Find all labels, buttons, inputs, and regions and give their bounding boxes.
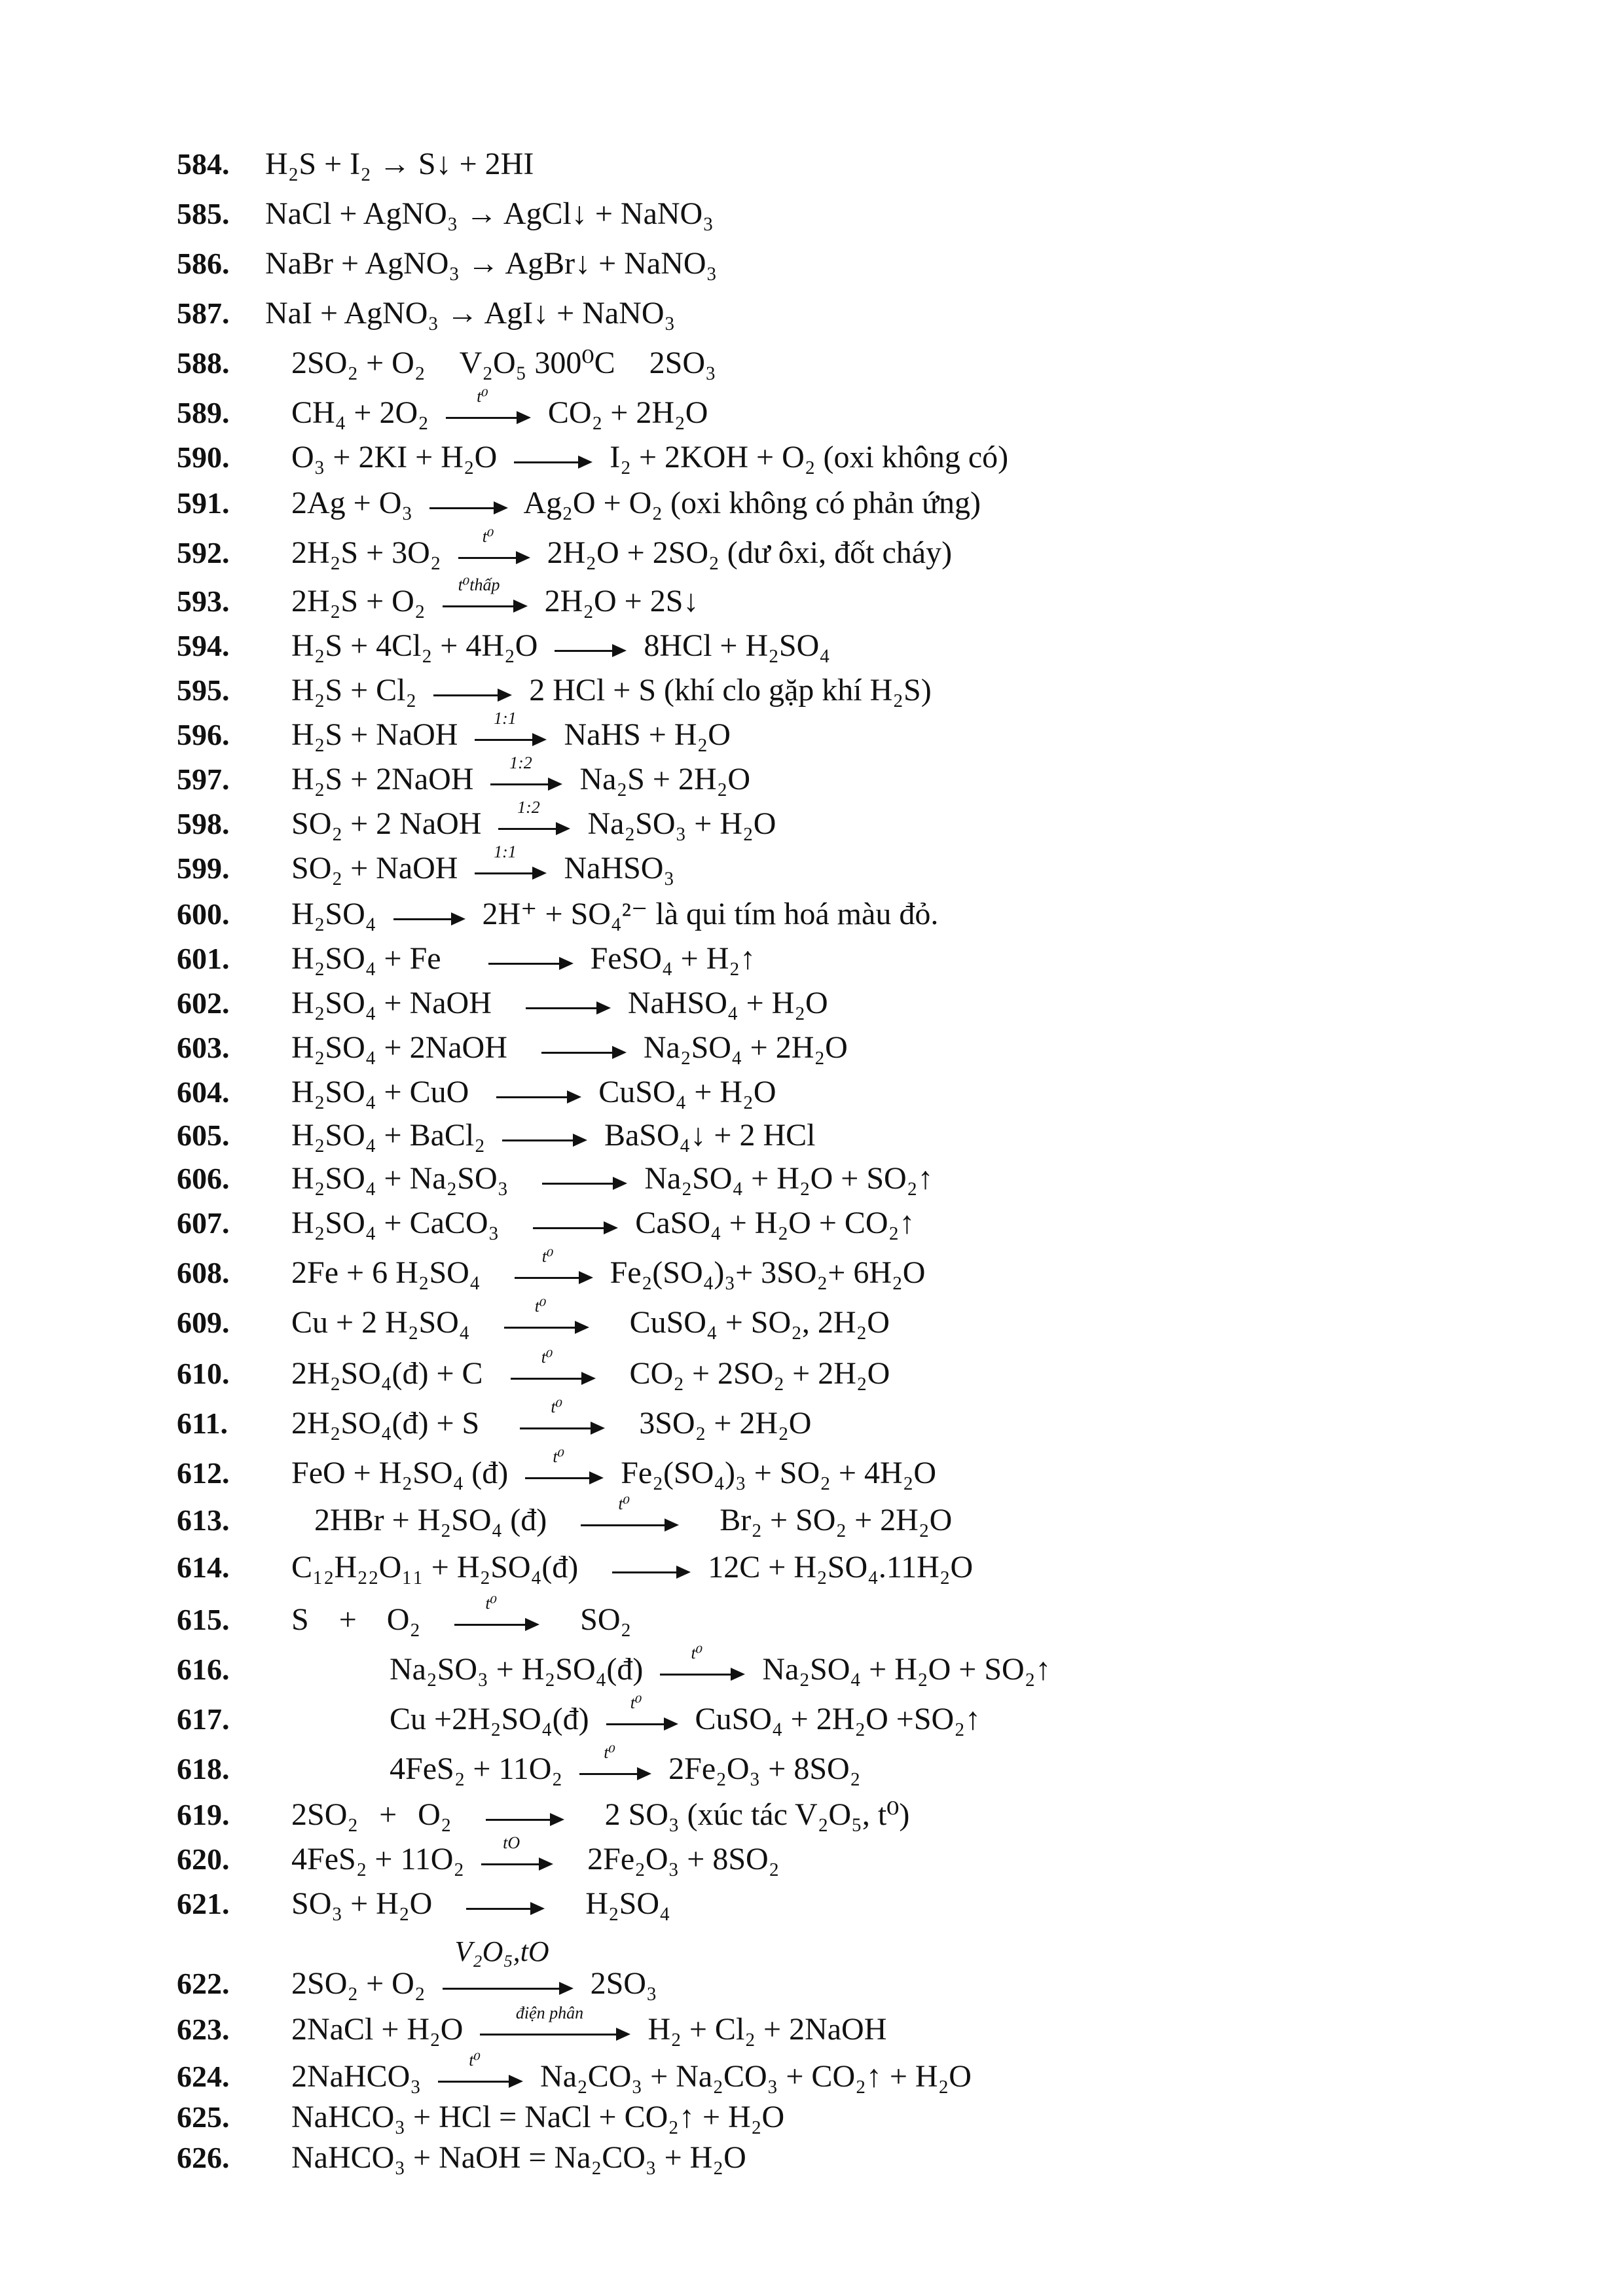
- equation-text: [291, 2135, 746, 2181]
- equation-text: [314, 1494, 953, 1543]
- reaction-arrow-icon: [526, 993, 611, 1019]
- equation-left: NaCl + AgNO₃: [265, 196, 458, 231]
- arrow-condition: t⁰: [630, 1693, 642, 1712]
- equation-row-619: [177, 1792, 1486, 1838]
- reaction-arrow-icon: [533, 1213, 618, 1239]
- reaction-arrow-icon: [579, 1742, 651, 1785]
- reaction-arrow-icon: [454, 1593, 539, 1636]
- equation-right: H₂SO₄: [585, 1886, 670, 1921]
- equation-row-596: [177, 708, 1486, 758]
- equation-number: 605.: [177, 1119, 230, 1152]
- equation-row-618: [177, 1742, 1486, 1792]
- equation-row-622: [177, 1935, 1486, 2007]
- equation-right: CO₂ + 2SO₂ + 2H₂O: [629, 1356, 890, 1391]
- equation-row-602: [177, 980, 1486, 1026]
- equation-text: [291, 340, 716, 386]
- arrow-condition: t⁰thấp: [458, 575, 500, 594]
- equation-number: 618.: [177, 1752, 230, 1785]
- equation-number: 625.: [177, 2100, 230, 2134]
- equation-row-601: [177, 936, 1486, 982]
- equation-text: [390, 1643, 1051, 1693]
- equation-condition: V₂O₅ 300⁰C: [459, 346, 615, 380]
- equation-text: [291, 1347, 890, 1397]
- equation-row-614: [177, 1545, 1486, 1590]
- equation-left: 2H₂S + O₂: [291, 584, 426, 619]
- equation-row-623: [177, 2003, 1486, 2053]
- equation-left: 2SO₂ + O₂: [291, 346, 426, 380]
- equation-row-592: [177, 526, 1486, 576]
- equation-row-626: [177, 2135, 1486, 2181]
- equation-text: [291, 891, 938, 937]
- equation-right: Fe₂(SO₄)₃ + SO₂ + 4H₂O: [621, 1456, 937, 1490]
- equation-left: NaHCO₃ + HCl = NaCl + CO₂↑ + H₂O: [291, 2100, 785, 2134]
- reaction-arrow-icon: [490, 753, 562, 795]
- equation-right: Br₂ + SO₂ + 2H₂O: [720, 1503, 953, 1537]
- equation-text: [291, 936, 756, 982]
- equation-row-613: [177, 1494, 1486, 1543]
- equation-text: [291, 1200, 915, 1246]
- equation-arrow-glyph: →: [467, 246, 500, 281]
- equation-right: NaHS + H₂O: [564, 717, 731, 752]
- equation-left: NaI + AgNO₃: [265, 296, 439, 331]
- equation-text: [291, 1296, 890, 1346]
- equation-row-595: [177, 668, 1486, 713]
- equation-left: NaHCO₃ + NaOH = Na₂CO₃ + H₂O: [291, 2140, 746, 2175]
- equation-right: Na₂SO₃ + H₂O: [587, 806, 776, 841]
- equation-number: 594.: [177, 629, 230, 662]
- arrow-condition: t⁰: [482, 526, 494, 546]
- equation-text: [291, 1397, 812, 1446]
- arrow-condition: t⁰: [541, 1246, 554, 1266]
- equation-left: H₂S + I₂: [265, 147, 371, 181]
- equation-left: 2H₂SO₄(đ) + C: [291, 1356, 483, 1391]
- equation-right: 2Fe₂O₃ + 8SO₂: [587, 1842, 780, 1876]
- equation-left: 2Ag + O₃: [291, 486, 413, 520]
- equation-number: 610.: [177, 1357, 230, 1390]
- equation-text: [291, 1545, 973, 1590]
- reaction-arrow-icon: [515, 1246, 593, 1289]
- equation-left: NaBr + AgNO₃: [265, 246, 460, 281]
- arrow-condition: t⁰: [618, 1494, 630, 1513]
- reaction-arrow-icon: [542, 1168, 627, 1194]
- equation-right: Na₂SO₄ + 2H₂O: [643, 1030, 848, 1065]
- equation-arrow-glyph: →: [465, 196, 498, 231]
- equation-number: 613.: [177, 1503, 230, 1537]
- reaction-arrow-icon: [525, 1446, 604, 1489]
- arrow-condition: 1:1: [494, 842, 517, 861]
- equation-left: H₂SO₄ + Na₂SO₃: [291, 1161, 509, 1196]
- arrow-condition: t⁰: [553, 1446, 565, 1466]
- equation-left: SO₂ + NaOH: [291, 851, 458, 886]
- reaction-arrow-icon: [498, 797, 570, 840]
- equation-row-590: [177, 435, 1486, 480]
- equation-arrow-glyph: →: [378, 147, 410, 181]
- equation-number: 619.: [177, 1798, 230, 1831]
- reaction-arrow-icon: [504, 1296, 589, 1338]
- equation-right: FeSO₄ + H₂↑: [590, 941, 756, 976]
- equation-right: CO₂ + 2H₂O: [547, 395, 708, 430]
- equation-right: 2H₂O + 2S↓: [544, 584, 699, 619]
- equation-row-616: [177, 1643, 1486, 1693]
- equation-row-587: [177, 291, 1486, 336]
- equation-number: 609.: [177, 1306, 230, 1339]
- equation-left: H₂S + 4Cl₂ + 4H₂O: [291, 628, 538, 663]
- equation-row-606: [177, 1156, 1486, 1202]
- equation-number: 589.: [177, 396, 230, 429]
- equation-arrow-glyph: →: [447, 296, 479, 331]
- equation-number: 623.: [177, 2013, 230, 2046]
- arrow-condition: t⁰: [551, 1397, 563, 1416]
- reaction-arrow-icon: [475, 708, 547, 751]
- arrow-condition: t⁰: [604, 1742, 615, 1762]
- equation-right: 8HCl + H₂SO₄: [644, 628, 830, 663]
- equation-right: Na₂S + 2H₂O: [579, 762, 750, 797]
- equation-right: AgI↓ + NaNO₃: [484, 296, 676, 331]
- equation-right: CuSO₄ + SO₂, 2H₂O: [629, 1305, 890, 1340]
- equation-number: 622.: [177, 1967, 230, 2000]
- equation-row-591: [177, 480, 1486, 526]
- equation-left: H₂SO₄ + Fe: [291, 941, 441, 976]
- equation-text: [291, 1593, 632, 1643]
- equation-number: 588.: [177, 346, 230, 380]
- equation-left: H₂S + Cl₂: [291, 673, 417, 708]
- reaction-arrow-icon: [466, 1893, 545, 1920]
- equation-text: [291, 842, 675, 891]
- equation-number: 598.: [177, 807, 230, 840]
- equation-text: [291, 980, 828, 1026]
- equation-right: Na₂CO₃ + Na₂CO₃ + CO₂↑ + H₂O: [540, 2059, 972, 2094]
- equation-row-585: [177, 191, 1486, 237]
- reaction-arrow-icon: [475, 842, 547, 884]
- reaction-arrow-icon: [393, 904, 465, 930]
- equation-right: S↓ + 2HI: [418, 147, 534, 181]
- equation-number: 587.: [177, 296, 230, 330]
- equation-text: [291, 753, 750, 802]
- equation-text: [291, 2050, 972, 2100]
- equation-left: O₃ + 2KI + H₂O: [291, 440, 498, 475]
- equation-row-607: [177, 1200, 1486, 1246]
- equation-number: 592.: [177, 536, 230, 569]
- equation-number: 593.: [177, 584, 230, 618]
- equation-left: H₂SO₄ + CuO: [291, 1075, 469, 1109]
- equation-left: 2NaCl + H₂O: [291, 2012, 464, 2047]
- equation-number: 620.: [177, 1842, 230, 1876]
- arrow-condition: t⁰: [477, 386, 488, 406]
- equation-right: 2 HCl + S (khí clo gặp khí H₂S): [529, 673, 932, 708]
- equation-text: [291, 1446, 937, 1496]
- equation-number: 599.: [177, 852, 230, 885]
- arrow-condition: 1:2: [517, 797, 540, 817]
- equation-row-608: [177, 1246, 1486, 1296]
- equation-left: 4FeS₂ + 11O₂: [390, 1751, 563, 1786]
- equation-number: 617.: [177, 1702, 230, 1736]
- reaction-arrow-icon: [438, 2050, 523, 2092]
- equation-row-597: [177, 753, 1486, 802]
- equation-text: [291, 435, 1008, 480]
- equation-number: 602.: [177, 986, 230, 1020]
- equation-right: 2H⁺ + SO₄²⁻ là qui tím hoá màu đỏ.: [482, 897, 939, 931]
- equation-text: [390, 1742, 861, 1792]
- reaction-arrow-icon: [486, 1804, 564, 1831]
- arrow-condition: 1:1: [494, 708, 517, 728]
- equation-number: 607.: [177, 1206, 230, 1240]
- equation-right: AgCl↓ + NaNO₃: [503, 196, 714, 231]
- equation-row-609: [177, 1296, 1486, 1346]
- equation-right: BaSO₄↓ + 2 HCl: [604, 1118, 816, 1153]
- equation-text: [291, 575, 699, 624]
- equation-left: SO₃ + H₂O: [291, 1886, 433, 1921]
- equation-number: 614.: [177, 1551, 230, 1584]
- equation-row-600: [177, 891, 1486, 937]
- equation-left: CH₄ + 2O₂: [291, 395, 429, 430]
- equation-number: 611.: [177, 1407, 228, 1440]
- equation-row-620: [177, 1833, 1486, 1882]
- equation-number: 596.: [177, 718, 230, 751]
- equation-left: H₂S + 2NaOH: [291, 762, 474, 797]
- equation-left: H₂SO₄ + CaCO₃: [291, 1206, 500, 1240]
- reaction-arrow-icon: [612, 1557, 691, 1583]
- equation-text: [291, 2003, 887, 2053]
- equation-number: 624.: [177, 2060, 230, 2093]
- equation-number: 590.: [177, 440, 230, 474]
- equation-row-605: [177, 1113, 1486, 1158]
- arrow-condition: tO: [503, 1833, 520, 1852]
- equation-text: [291, 668, 932, 713]
- equation-row-611: [177, 1397, 1486, 1446]
- equation-number: 603.: [177, 1031, 230, 1064]
- equation-right: I₂ + 2KOH + O₂ (oxi không có): [610, 440, 1009, 475]
- equation-right: Na₂SO₄ + H₂O + SO₂↑: [762, 1652, 1051, 1687]
- equation-right: Na₂SO₄ + H₂O + SO₂↑: [644, 1161, 934, 1196]
- equation-right: 2SO₃: [649, 346, 716, 380]
- equation-left: 2H₂S + 3O₂: [291, 535, 441, 570]
- equation-number: 604.: [177, 1075, 230, 1109]
- equation-right: 2Fe₂O₃ + 8SO₂: [668, 1751, 861, 1786]
- equation-left: SO₂ + 2 NaOH: [291, 806, 482, 841]
- reaction-arrow-icon: [581, 1494, 679, 1536]
- reaction-arrow-icon: [446, 386, 531, 429]
- equation-text: [291, 797, 776, 847]
- equation-right: AgBr↓ + NaNO₃: [505, 246, 718, 281]
- equation-right: CaSO₄ + H₂O + CO₂↑: [635, 1206, 915, 1240]
- equation-right: H₂ + Cl₂ + 2NaOH: [647, 2012, 887, 2047]
- equation-left: 4FeS₂ + 11O₂: [291, 1842, 465, 1876]
- reaction-arrow-icon: [511, 1347, 596, 1390]
- equation-left: 2SO₂ + O₂: [291, 1797, 452, 1832]
- equation-left: Cu +2H₂SO₄(đ): [390, 1702, 589, 1736]
- equation-left: Na₂SO₃ + H₂SO₄(đ): [390, 1652, 644, 1687]
- equation-text: [265, 241, 717, 287]
- equation-number: 606.: [177, 1162, 230, 1195]
- reaction-arrow-icon: [660, 1643, 745, 1685]
- equation-row-584: [177, 141, 1486, 187]
- equation-left: 2HBr + H₂SO₄ (đ): [314, 1503, 547, 1537]
- arrow-condition: t⁰: [485, 1593, 497, 1613]
- equation-row-586: [177, 241, 1486, 287]
- equation-number: 591.: [177, 486, 230, 520]
- equation-right: 2H₂O + 2SO₂ (dư ôxi, đốt cháy): [547, 535, 953, 570]
- equation-number: 586.: [177, 247, 230, 280]
- equation-number: 595.: [177, 673, 230, 707]
- reaction-arrow-icon: [443, 1935, 574, 2000]
- equation-text: [291, 1069, 776, 1115]
- equation-text: [291, 1833, 780, 1882]
- reaction-arrow-icon: [520, 1397, 605, 1439]
- equation-text: [265, 191, 714, 237]
- equation-text: [265, 141, 534, 187]
- equation-row-615: [177, 1593, 1486, 1643]
- equation-row-598: [177, 797, 1486, 847]
- equation-left: H₂SO₄: [291, 897, 376, 931]
- equation-text: [291, 623, 830, 669]
- equation-text: [265, 291, 675, 336]
- reaction-arrow-icon: [429, 493, 508, 519]
- equation-row-617: [177, 1693, 1486, 1742]
- equation-text: [291, 1935, 657, 2007]
- equation-text: [291, 480, 981, 526]
- arrow-condition: 1:2: [509, 753, 532, 772]
- equation-row-603: [177, 1025, 1486, 1071]
- arrow-condition: t⁰: [691, 1643, 703, 1662]
- equation-number: 615.: [177, 1603, 230, 1636]
- reaction-arrow-icon: [502, 1125, 587, 1151]
- reaction-arrow-icon: [606, 1693, 678, 1735]
- equation-row-612: [177, 1446, 1486, 1496]
- equation-left: 2SO₂ + O₂: [291, 1966, 426, 2001]
- reaction-arrow-icon: [555, 636, 627, 662]
- equation-row-625: [177, 2094, 1486, 2140]
- equation-number: 585.: [177, 197, 230, 230]
- equation-row-593: [177, 575, 1486, 624]
- equation-text: [390, 1693, 981, 1742]
- equation-number: 608.: [177, 1256, 230, 1289]
- equation-text: [291, 708, 731, 758]
- equation-left: H₂SO₄ + BaCl₂: [291, 1118, 485, 1153]
- equation-right: 12C + H₂SO₄.11H₂O: [708, 1550, 974, 1585]
- reaction-arrow-icon: [443, 575, 528, 617]
- equation-row-621: [177, 1881, 1486, 1927]
- equation-text: [291, 1025, 848, 1071]
- equation-text: [291, 1113, 815, 1158]
- reaction-arrow-icon: [541, 1037, 627, 1064]
- equation-text: [291, 1881, 670, 1927]
- equation-left: 2Fe + 6 H₂SO₄: [291, 1255, 481, 1290]
- equation-row-589: [177, 386, 1486, 436]
- equation-right: 2 SO₃ (xúc tác V₂O₅, t⁰): [604, 1797, 910, 1832]
- reaction-arrow-icon: [480, 2003, 630, 2045]
- equation-text: [291, 1792, 909, 1838]
- equation-left: C₁₂H₂₂O₁₁ + H₂SO₄(đ): [291, 1550, 579, 1585]
- equation-number: 616.: [177, 1653, 230, 1686]
- reaction-arrow-icon: [514, 447, 593, 473]
- equation-left: H₂SO₄ + 2NaOH: [291, 1030, 507, 1065]
- equation-left: S + O₂: [291, 1602, 421, 1637]
- arrow-condition: điện phân: [515, 2003, 584, 2022]
- arrow-condition: V₂O₅,tO: [454, 1935, 549, 1967]
- equation-row-588: [177, 340, 1486, 386]
- equation-row-594: [177, 623, 1486, 669]
- equation-number: 621.: [177, 1887, 230, 1920]
- equation-left: FeO + H₂SO₄ (đ): [291, 1456, 509, 1490]
- equation-right: Fe₂(SO₄)₃+ 3SO₂+ 6H₂O: [610, 1255, 926, 1290]
- equation-right: Ag₂O + O₂ (oxi không có phản ứng): [523, 486, 981, 520]
- equation-number: 597.: [177, 762, 230, 796]
- reaction-arrow-icon: [458, 526, 530, 569]
- equation-number: 601.: [177, 942, 230, 975]
- equation-right: SO₂: [580, 1602, 632, 1637]
- equation-text: [291, 386, 708, 436]
- reaction-arrow-icon: [433, 680, 512, 706]
- arrow-condition: t⁰: [541, 1347, 553, 1367]
- equation-left: H₂S + NaOH: [291, 717, 458, 752]
- equation-number: 584.: [177, 147, 230, 181]
- reaction-arrow-icon: [496, 1082, 581, 1108]
- equation-left: Cu + 2 H₂SO₄: [291, 1305, 470, 1340]
- equation-text: [291, 2094, 784, 2140]
- arrow-condition: t⁰: [469, 2050, 481, 2070]
- equation-right: NaHSO₄ + H₂O: [627, 986, 828, 1020]
- arrow-condition: t⁰: [534, 1296, 547, 1316]
- equation-left: 2NaHCO₃: [291, 2059, 422, 2094]
- equation-right: 2SO₃: [590, 1966, 657, 2001]
- equation-right: 3SO₂ + 2H₂O: [639, 1406, 812, 1441]
- equation-row-604: [177, 1069, 1486, 1115]
- reaction-arrow-icon: [488, 948, 574, 975]
- equation-row-624: [177, 2050, 1486, 2100]
- equation-right: CuSO₄ + 2H₂O +SO₂↑: [695, 1702, 981, 1736]
- equation-right: NaHSO₃: [564, 851, 675, 886]
- equation-left: 2H₂SO₄(đ) + S: [291, 1406, 480, 1441]
- equation-right: CuSO₄ + H₂O: [598, 1075, 776, 1109]
- equation-number: 612.: [177, 1456, 230, 1490]
- equation-text: [291, 1246, 926, 1296]
- equation-number: 600.: [177, 897, 230, 931]
- reaction-arrow-icon: [481, 1833, 553, 1875]
- equation-row-599: [177, 842, 1486, 891]
- equation-text: [291, 526, 953, 576]
- equation-number: 626.: [177, 2141, 230, 2174]
- equation-row-610: [177, 1347, 1486, 1397]
- equation-text: [291, 1156, 933, 1202]
- equation-left: H₂SO₄ + NaOH: [291, 986, 492, 1020]
